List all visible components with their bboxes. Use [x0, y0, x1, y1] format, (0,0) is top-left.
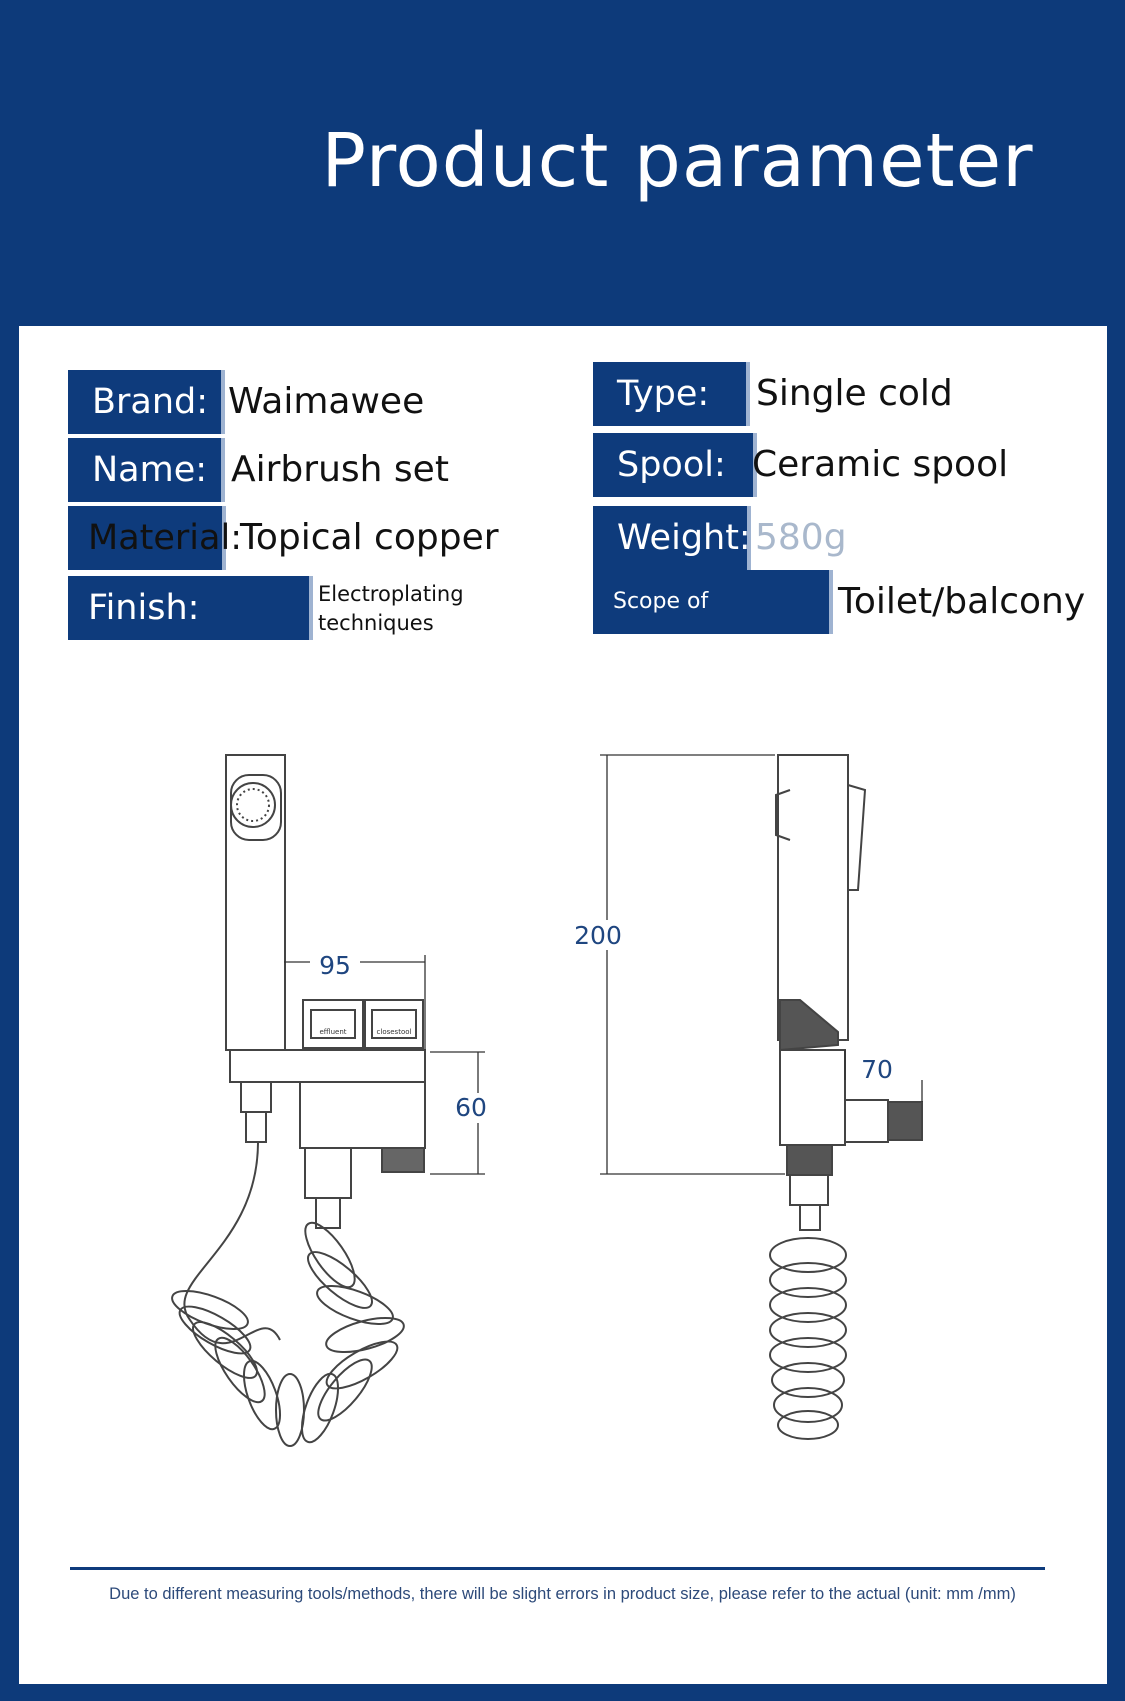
front-inlet-thread [382, 1148, 424, 1172]
param-scope-value: Toilet/balcony [838, 581, 1086, 622]
dim-base-label: 60 [455, 1093, 487, 1122]
front-nozzle-holes [237, 789, 269, 821]
front-valve-body [300, 1082, 425, 1148]
side-inlet-pipe [845, 1100, 888, 1142]
side-outlet-stem [800, 1205, 820, 1230]
footer-divider [70, 1567, 1045, 1570]
param-finish-label: Finish: [68, 576, 313, 640]
param-type-value: Single cold [756, 373, 953, 414]
side-trigger [848, 785, 865, 890]
dim-depth-label: 70 [861, 1055, 893, 1084]
front-handle [226, 755, 285, 1050]
param-spool-value: Ceramic spool [752, 444, 1009, 485]
closestool-button [365, 1000, 423, 1048]
front-holder [230, 1050, 425, 1082]
param-weight-label: Weight: [593, 506, 751, 570]
param-finish-value-line1: Electroplating [318, 582, 464, 606]
param-brand-value: Waimawee [228, 381, 425, 422]
param-name-label: Name: [68, 438, 225, 502]
side-inlet-thread [888, 1102, 922, 1140]
front-hose-connector [246, 1112, 266, 1142]
effluent-button-label: effluent [319, 1028, 347, 1036]
param-material-label: Material: [68, 506, 226, 570]
front-spray-head [231, 775, 281, 840]
side-handle [778, 755, 848, 1040]
front-hose [184, 1142, 280, 1343]
side-hose-coils [770, 1238, 846, 1439]
param-brand-label: Brand: [68, 370, 225, 434]
param-spool-label: Spool: [593, 433, 757, 497]
param-type-label: Type: [593, 362, 750, 426]
param-finish-value-line2: techniques [318, 611, 434, 635]
page-title: Product parameter [321, 118, 1034, 204]
param-weight-value: 580g [755, 517, 847, 558]
front-hose-coils [168, 1216, 408, 1447]
side-outlet-nut [790, 1175, 828, 1205]
param-scope-label: Scope of application: [593, 570, 833, 634]
closestool-button-label: closestool [376, 1028, 412, 1036]
side-holder-clip [780, 1000, 838, 1050]
front-view [168, 755, 425, 1447]
param-name-value: Airbrush set [231, 449, 449, 490]
param-material-value: Topical copper [240, 517, 499, 558]
dim-total-label: 200 [574, 921, 622, 950]
side-valve-body [780, 1050, 845, 1145]
front-outlet-nut [305, 1148, 351, 1198]
side-outlet-thread [787, 1145, 832, 1175]
front-outlet-stem [316, 1198, 340, 1228]
front-hose-nut [241, 1082, 271, 1112]
dim-width-label: 95 [319, 951, 351, 980]
side-view [770, 755, 922, 1439]
footer-note: Due to different measuring tools/methods, there will be slight errors in product size, please refer to the actual (unit: mm /mm) [109, 1585, 1016, 1603]
